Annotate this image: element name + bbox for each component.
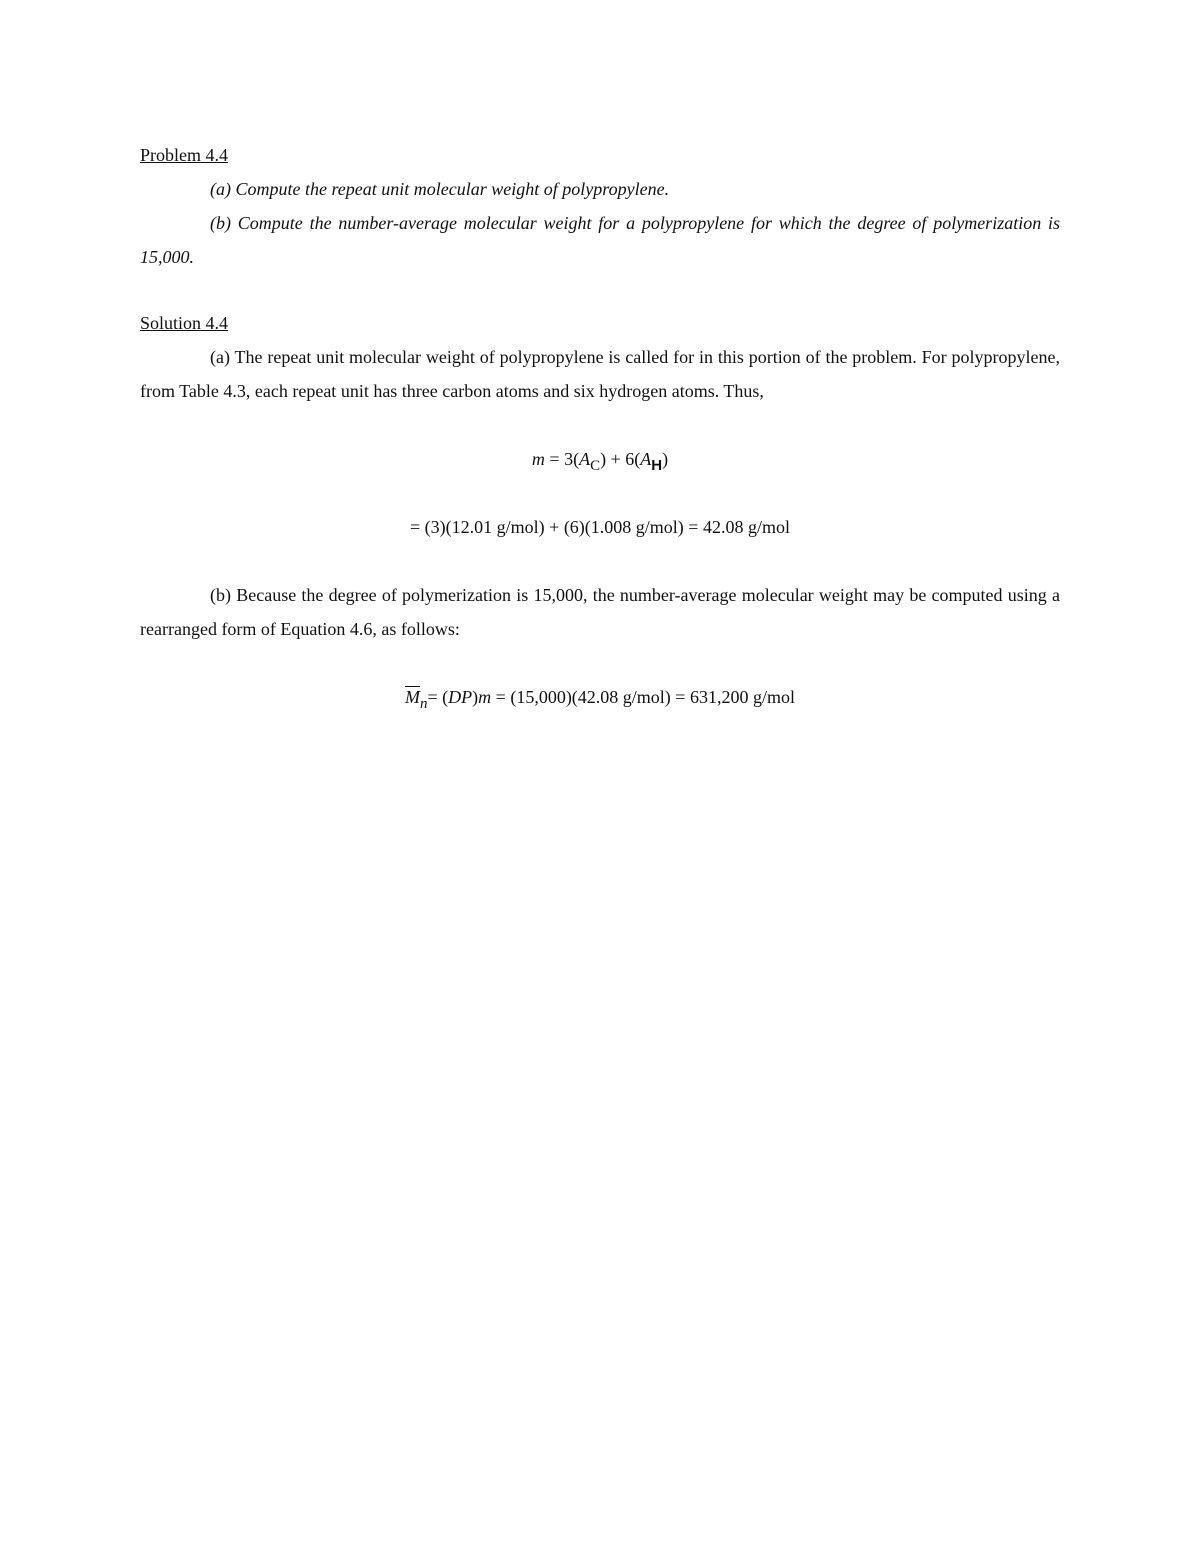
eq3-m: m (478, 687, 492, 707)
eq1-ac-sub: C (590, 458, 601, 474)
equation-numeric-result: = (3)(12.01 g/mol) + (6)(1.008 g/mol) = 42.08 g/mol (410, 517, 790, 537)
problem-part-a: (a) Compute the repeat unit molecular weight of polypropylene. (210, 179, 670, 199)
eq3-m-bar: $\overline{M}$ (405, 687, 421, 707)
solution-part-a: (a) The repeat unit molecular weight of polypropylene is called for in this portion of the problem. For polypropylene, from Table 4.3, each repeat unit has three carbon atoms and six hydrogen atoms. Thus, (140, 347, 1060, 401)
eq3-eq: = ( (427, 687, 449, 707)
document-content (140, 138, 1060, 714)
equation-number-average-weight (140, 680, 1060, 714)
eq3-n-sub: n (420, 696, 428, 712)
equation-repeat-unit-weight (140, 442, 1060, 476)
solution-part-b: (b) Because the degree of polymerization is 15,000, the number-average molecular weight may be computed using a rearranged form of Equation 4.6, as follows: (140, 585, 1060, 639)
eq1-op: = 3( (544, 449, 580, 469)
eq1-ah: A (640, 449, 652, 469)
eq1-mid: ) + 6( (600, 449, 641, 469)
eq3-dp: DP (448, 687, 473, 707)
problem-part-b: (b) Compute the number-average molecular weight for a polypropylene for which the degree of polymerization is 15,000. (140, 213, 1060, 267)
problem-heading: Problem 4.4 (140, 145, 228, 165)
equation-spacer (140, 476, 1060, 510)
eq1-ac: A (579, 449, 591, 469)
eq3-close: ) (472, 687, 479, 707)
eq1-m: m (531, 449, 545, 469)
equation-spacer (140, 544, 1060, 578)
eq1-end: ) (662, 449, 669, 469)
eq1-ah-sub: H (651, 457, 663, 474)
solution-heading: Solution 4.4 (140, 313, 229, 333)
section-spacer (140, 274, 1060, 306)
eq3-rest: = (15,000)(42.08 g/mol) = 631,200 g/mol (491, 687, 795, 707)
